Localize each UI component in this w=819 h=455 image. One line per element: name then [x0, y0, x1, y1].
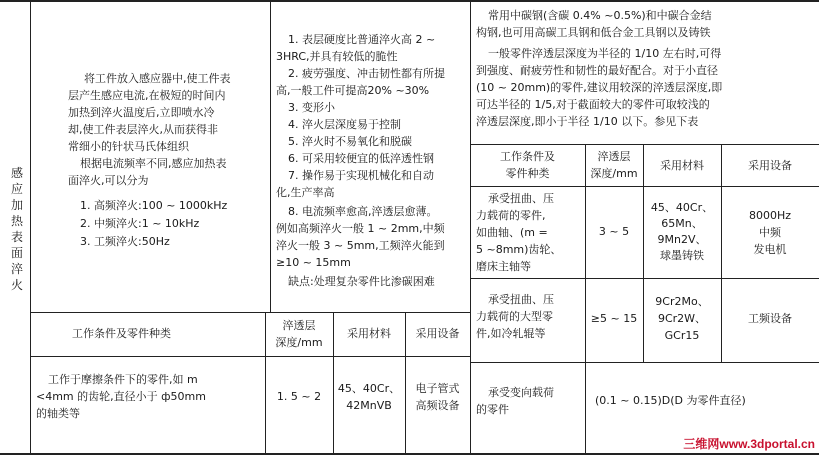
- text-line: 将工件放入感应器中,使工件表: [84, 72, 231, 85]
- text-line: 根据电流频率不同,感应加热表: [80, 157, 227, 170]
- text-line: 构钢,也可用高碳工具钢和低合金工具钢以及铸铁: [476, 26, 711, 39]
- text-line: 面淬火,可以分为: [68, 174, 149, 187]
- table-cell: 42MnVB: [346, 399, 392, 412]
- table-cell: 件,如冷轧辊等: [476, 327, 546, 340]
- text-line: 6. 可采用较便宜的低淬透性钢: [288, 152, 434, 165]
- header-cell: 工作条件及零件种类: [72, 327, 171, 340]
- header-cell: 零件种类: [505, 167, 550, 180]
- table-cell: 球墨铸铁: [660, 249, 704, 262]
- table-cell: 1. 5 ~ 2: [276, 390, 322, 403]
- header-cell: 深度/mm: [275, 336, 323, 349]
- table-cell: 9Cr2Mo、: [655, 295, 709, 308]
- side-label: 感应加热表面淬火: [10, 166, 23, 292]
- text-line: 3HRC,并具有较低的脆性: [276, 50, 398, 63]
- text-line: 8. 电流频率愈高,淬透层愈薄。: [288, 205, 438, 218]
- divider: [470, 362, 819, 363]
- table-cell: 65Mn、: [661, 217, 703, 230]
- table-cell: 中频: [759, 226, 781, 239]
- table-cell: (0.1 ~ 0.15)D(D 为零件直径): [595, 394, 746, 407]
- table-cell: 承受变向载荷: [488, 386, 554, 399]
- table-cell: 如曲轴、(m =: [476, 226, 548, 239]
- header-cell: 采用材料: [347, 327, 391, 340]
- text-line: 可达半径的 1/5,对于截面较大的零件可取较浅的: [476, 98, 710, 111]
- text-line: 却,使工件表层淬火,从而获得非: [68, 123, 218, 136]
- text-line: 3. 工频淬火:50Hz: [80, 235, 170, 248]
- table-cell: 承受扭曲、压: [488, 293, 554, 306]
- table-cell: GCr15: [664, 329, 700, 342]
- table-cell: 45、40Cr、: [650, 201, 714, 214]
- header-cell: 采用设备: [748, 159, 792, 172]
- divider: [585, 144, 586, 455]
- text-line: 1. 表层硬度比普通淬火高 2 ~: [288, 33, 436, 46]
- text-line: 2. 中频淬火:1 ~ 10kHz: [80, 217, 200, 230]
- table-cell: 的轴类等: [36, 407, 80, 420]
- text-line: 缺点:处理复杂零件比渗碳困难: [288, 275, 435, 288]
- text-line: 常细小的针状马氏体组织: [68, 140, 189, 153]
- table-cell: 45、40Cr、: [337, 382, 401, 395]
- watermark: 三维网www.3dportal.cn: [683, 437, 815, 451]
- text-line: 2. 疲劳强度、冲击韧性都有所提: [288, 67, 445, 80]
- header-cell: 淬透层: [282, 319, 316, 332]
- text-line: 一般零件淬透层深度为半径的 1/10 左右时,可得: [488, 47, 722, 60]
- header-cell: 工作条件及: [500, 150, 555, 163]
- table-cell: 力载荷的大型零: [476, 310, 553, 323]
- header-cell: 淬透层: [597, 150, 631, 163]
- text-line: ≥10 ~ 15mm: [276, 256, 351, 269]
- table-cell: 磨床主轴等: [476, 260, 531, 273]
- table-cell: 力载荷的零件,: [476, 209, 546, 222]
- divider: [470, 0, 471, 455]
- text-line: 淬火一般 3 ~ 5mm,工频淬火能到: [276, 239, 445, 252]
- text-line: 5. 淬火时不易氧化和脱碳: [288, 135, 412, 148]
- table-cell: 9Cr2W、: [657, 312, 707, 325]
- table-cell: 工作于摩擦条件下的零件,如 m: [48, 373, 198, 386]
- text-line: 3. 变形小: [288, 101, 335, 114]
- text-line: 7. 操作易于实现机械化和自动: [288, 169, 434, 182]
- text-line: 层产生感应电流,在极短的时间内: [68, 89, 226, 102]
- divider: [470, 144, 819, 145]
- text-line: (10 ~ 20mm)的零件,建议用较深的淬透层深度,即: [476, 81, 723, 94]
- text-line: 加热到淬火温度后,立即喷水冷: [68, 106, 215, 119]
- divider: [470, 278, 819, 279]
- table-cell: ≥5 ~ 15: [590, 312, 638, 325]
- divider: [30, 356, 470, 357]
- table-cell: <4mm 的齿轮,直径小于 ф50mm: [36, 390, 206, 403]
- divider: [470, 186, 819, 187]
- text-line: 化,生产率高: [276, 186, 335, 199]
- text-line: 高,一般工件可提高20% ~30%: [276, 84, 430, 97]
- table-cell: 5 ~8mm)齿轮、: [476, 243, 562, 256]
- header-cell: 采用材料: [660, 159, 704, 172]
- top-border: [0, 0, 819, 2]
- text-line: 例如高频淬火一般 1 ~ 2mm,中频: [276, 222, 445, 235]
- table-cell: 承受扭曲、压: [488, 192, 554, 205]
- table-cell: 的零件: [476, 403, 509, 416]
- text-line: 常用中碳钢(含碳 0.4% ~0.5%)和中碳合金结: [488, 9, 712, 22]
- table-cell: 9Mn2V、: [657, 233, 707, 246]
- table-cell: 工频设备: [748, 312, 792, 325]
- text-line: 4. 淬火层深度易于控制: [288, 118, 401, 131]
- header-cell: 采用设备: [415, 327, 460, 340]
- text-line: 淬透层深度,即小于半径 1/10 以下。参见下表: [476, 115, 699, 128]
- text-line: 1. 高频淬火:100 ~ 1000kHz: [80, 199, 228, 212]
- table-cell: 发电机: [753, 243, 787, 256]
- divider: [30, 312, 470, 313]
- divider: [30, 0, 31, 455]
- text-line: 到强度、耐疲劳性和韧性的最好配合。对于小直径: [476, 64, 718, 77]
- table-cell: 高频设备: [415, 399, 460, 412]
- divider: [270, 0, 271, 312]
- table-cell: 电子管式: [415, 382, 460, 395]
- table-cell: 8000Hz: [748, 209, 792, 222]
- table-cell: 3 ~ 5: [598, 225, 630, 238]
- header-cell: 深度/mm: [590, 167, 638, 180]
